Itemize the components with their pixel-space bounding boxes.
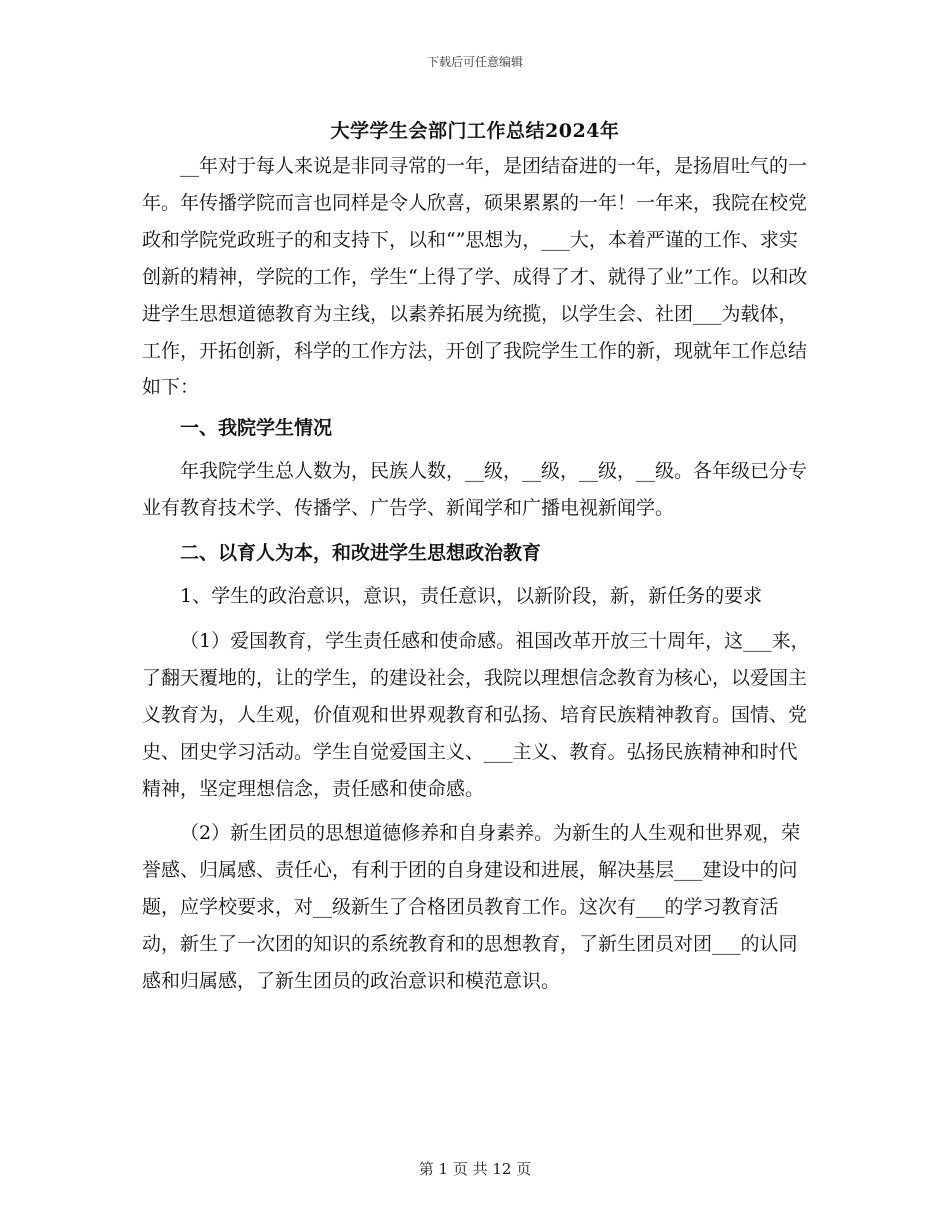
paragraph-item-1-2: （2）新生团员的思想道德修养和自身素养。为新生的人生观和世界观，荣誉感、归属感、责任心，有利于团的自身建设和进展，解决基层___建设中的问题，应学校要求，对__级新生了合格团员教育工作。这次有___的学习教育活动，新生了一次团的知识的系统教育和的思想教育，了新生团员对团___的认同感和归属感，了新生团员的政治意识和模范意识。 [142,822,801,993]
section-heading-1: 一、我院学生情况 [180,417,333,440]
document-title: 大学学生会部门工作总结2024年 [330,120,620,142]
document-body [142,148,810,1000]
paragraph-item-1-1: （1）爱国教育，学生责任感和使命感。祖国改革开放三十周年，这___来，了翻天覆地的，让的学生，的建设社会，我院以理想信念教育为核心，以爱国主义教育为，人生观，价值观和世界观教育和弘扬、培育民族精神教育。国情、党史、团史学习活动。学生自觉爱国主义、___主义、教育。弘扬民族精神和时代精神，坚定理想信念，责任感和使命感。 [142,629,810,800]
paragraph-item-1: 1、学生的政治意识，意识，责任意识，以新阶段，新，新任务的要求 [180,584,763,607]
paragraph-intro: __年对于每人来说是非同寻常的一年，是团结奋进的一年，是扬眉吐气的一年。年传播学院而言也同样是令人欣喜，硕果累累的一年！一年来，我院在校党政和学院党政班子的和支持下，以和“”思想为，___大，本着严谨的工作、求实创新的精神，学院的工作，学生“上得了学、成得了才、就得了业”工作。以和改进学生思想道德教育为主线，以素养拓展为统揽，以学生会、社团___为载体，工作，开拓创新，科学的工作方法，开创了我院学生工作的新，现就年工作总结如下： [142,155,808,399]
page-number: 第 1 页 共 12 页 [418,1160,532,1178]
header-note: 下载后可任意编辑 [426,55,523,69]
paragraph-student-info: 年我院学生总人数为，民族人数，__级，__级，__级，__级。各年级已分专业有教育技术学、传播学、广告学、新闻学和广播电视新闻学。 [142,460,808,520]
section-heading-2: 二、以育人为本，和改进学生思想政治教育 [180,542,542,565]
